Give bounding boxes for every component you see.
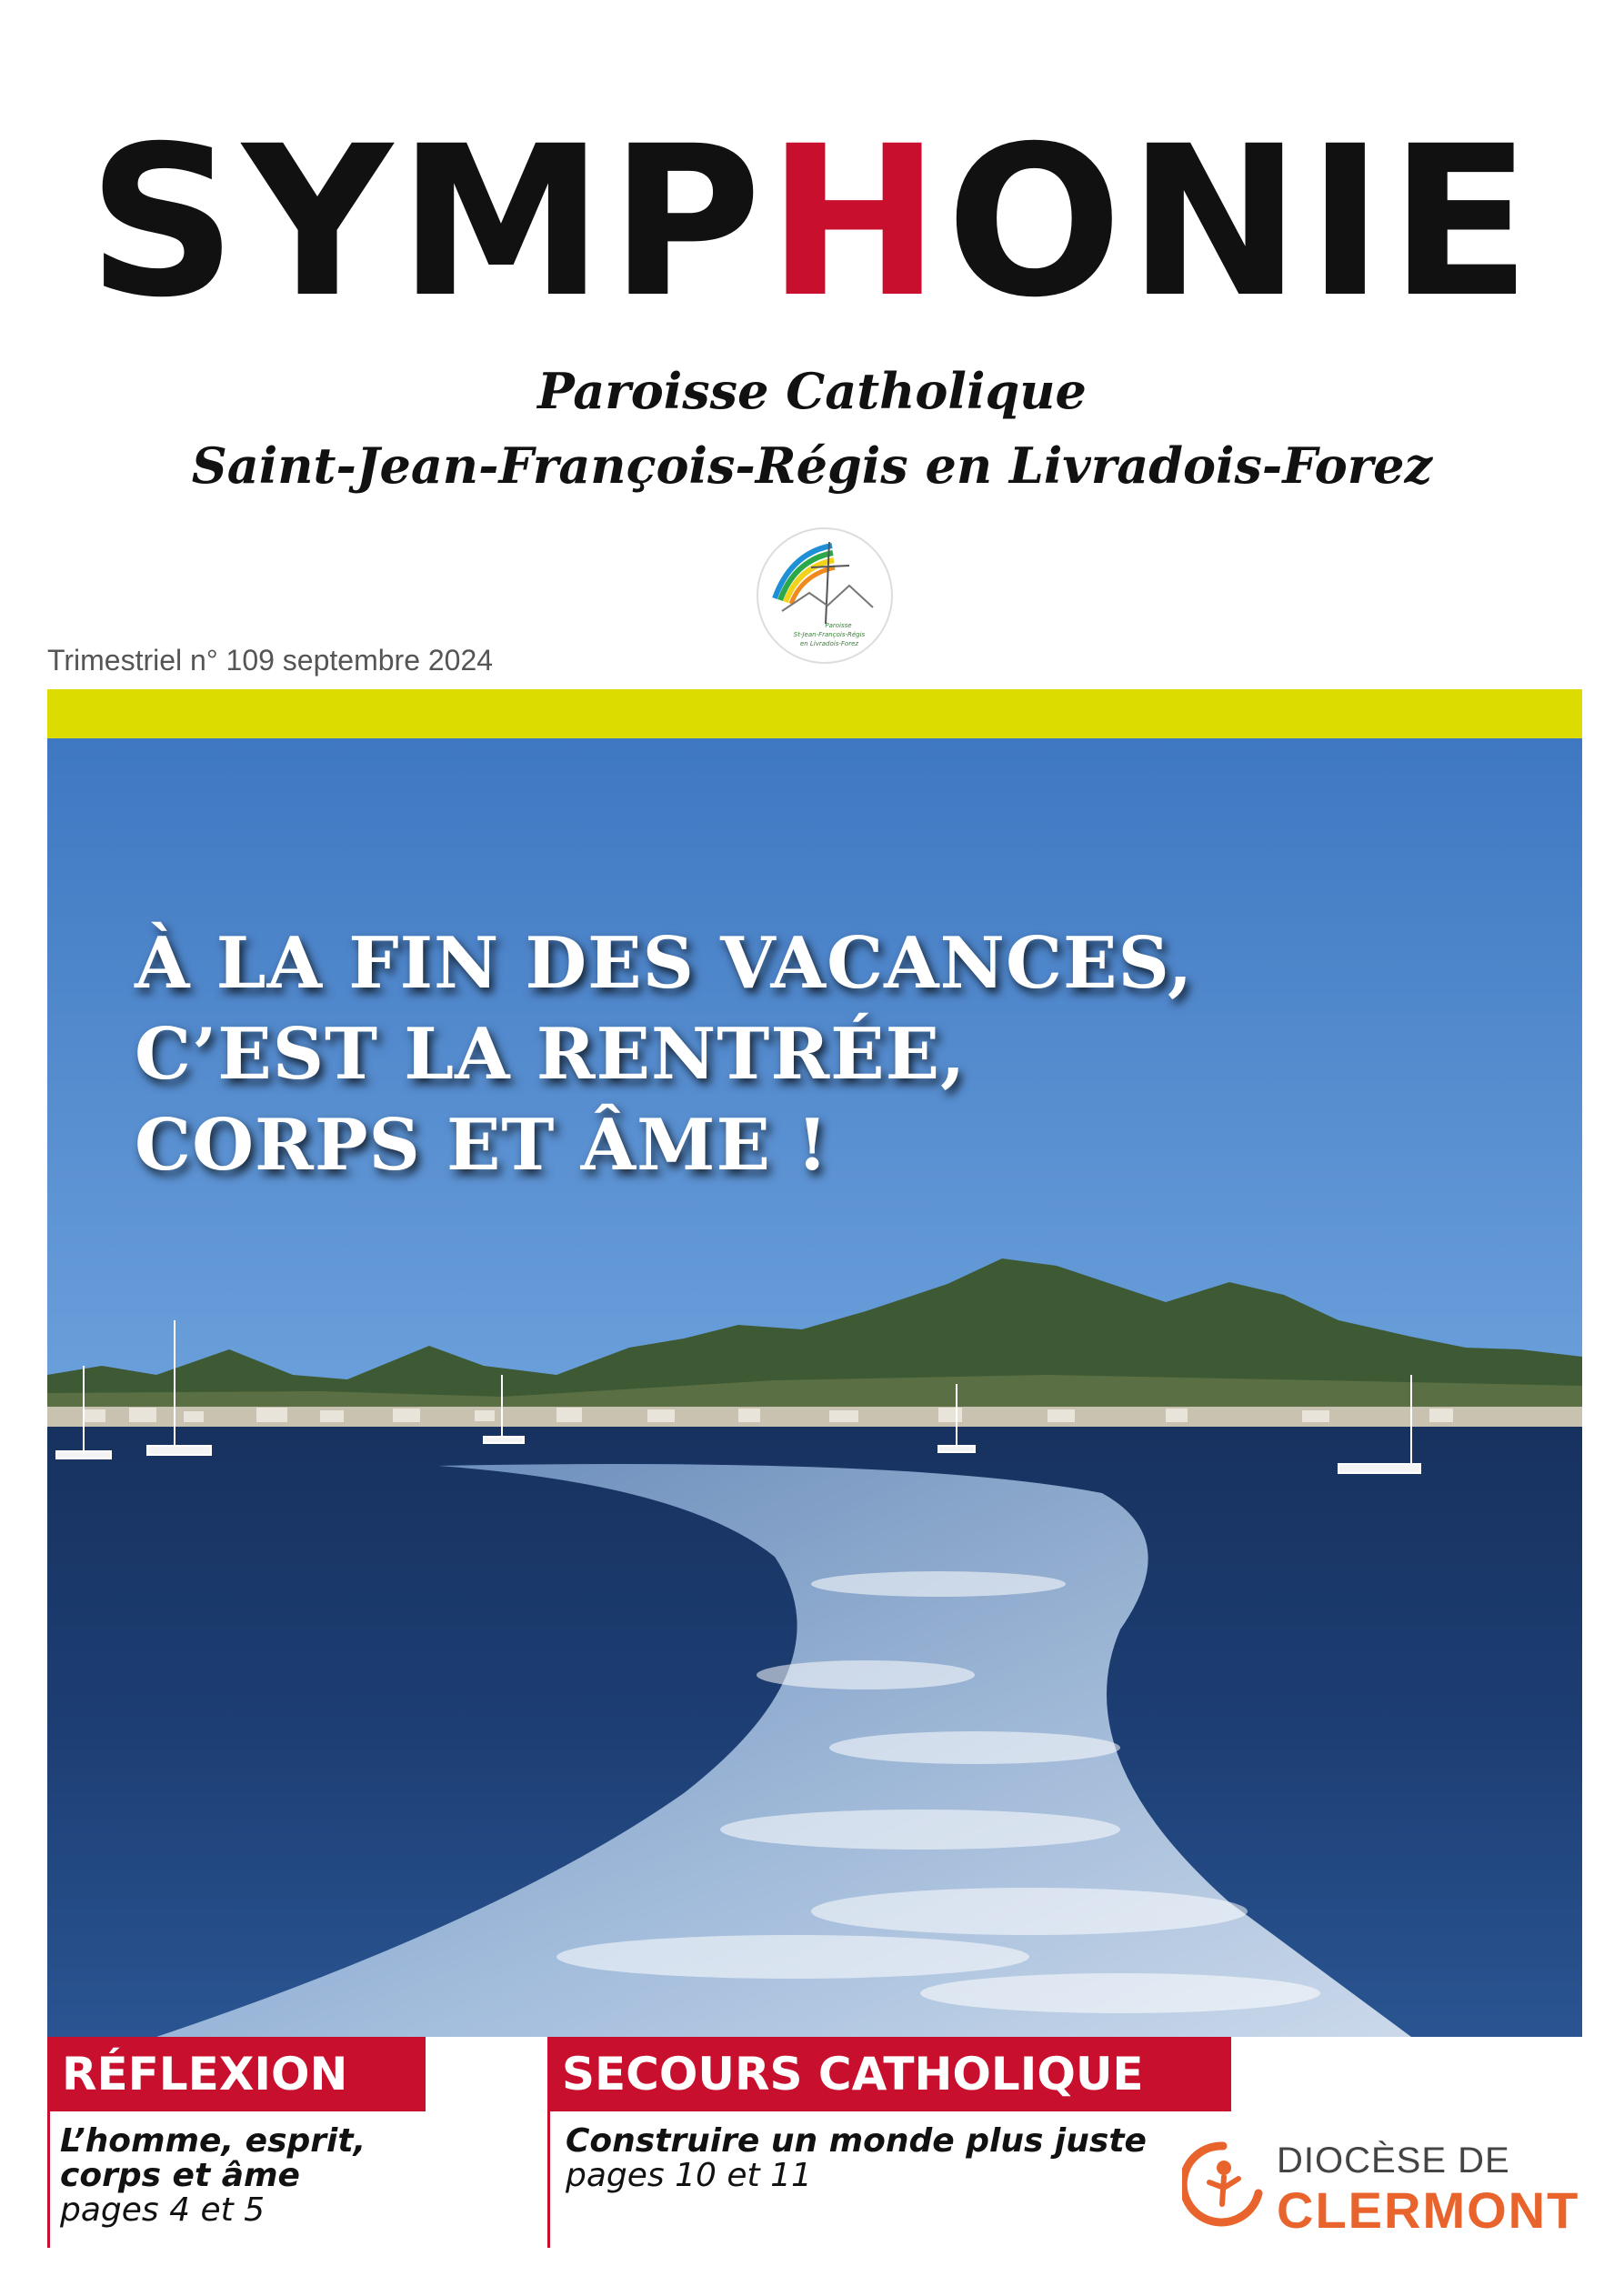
teaser-reflexion-title-2: corps et âme [60, 2157, 300, 2194]
teaser-reflexion[interactable] [60, 2124, 366, 2228]
teaser-reflexion-title-1: L’homme, esprit, [60, 2122, 366, 2160]
masthead-letter: O [946, 101, 1128, 343]
yellow-band [47, 689, 1582, 738]
logo-text-3: en Livradois-Forez [799, 640, 859, 647]
masthead-letter: N [1128, 101, 1308, 343]
logo-text-2: St-Jean-François-Régis [793, 631, 866, 638]
masthead-letter: I [1307, 101, 1389, 343]
masthead-title [0, 101, 1624, 343]
diocese-line2: CLERMONT [1277, 2181, 1580, 2239]
masthead-letter: E [1388, 101, 1537, 343]
parish-rainbow-cross-logo [755, 526, 895, 666]
logo-text-1: Paroisse [825, 622, 852, 629]
cover-headline [135, 918, 1193, 1191]
issue-line: Trimestriel n° 109 septembre 2024 [47, 644, 494, 677]
cover-headline-line3: CORPS ET ÂME ! [135, 1104, 829, 1187]
diocese-line1: DIOCÈSE DE [1277, 2141, 1510, 2181]
masthead-letter: Y [242, 101, 398, 343]
parish-subtitle-line2: Saint-Jean-François-Régis en Livradois-Forez [191, 436, 1433, 495]
masthead-letter: P [609, 101, 767, 343]
teaser-reflexion-pages: pages 4 et 5 [60, 2191, 266, 2229]
cover-headline-line1: À LA FIN DES VACANCES, [135, 922, 1194, 1005]
teaser-secours-title: Construire un monde plus juste [566, 2122, 1147, 2160]
diocese-figure-icon [1182, 2141, 1264, 2228]
masthead-letter-accent: H [767, 101, 947, 343]
teaser-secours-pages: pages 10 et 11 [566, 2157, 812, 2194]
section-tab-secours-catholique[interactable]: SECOURS CATHOLIQUE [547, 2037, 1231, 2111]
cover-headline-line2: C’EST LA RENTRÉE, [135, 1013, 967, 1096]
teaser-secours-catholique[interactable] [566, 2124, 1147, 2193]
parish-subtitle-line1: Paroisse Catholique [537, 362, 1087, 420]
diocese-logo [1182, 2135, 1582, 2239]
masthead-letter: M [397, 101, 610, 343]
section-tab-reflexion[interactable]: RÉFLEXION [47, 2037, 426, 2111]
masthead-letter: S [87, 101, 243, 343]
